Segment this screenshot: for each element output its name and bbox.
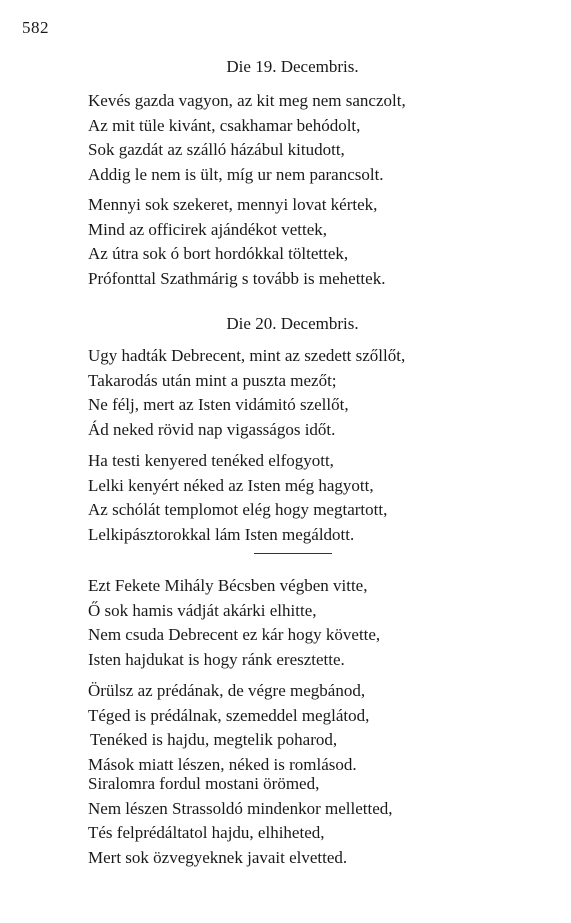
verse-line: Lelki kenyért néked az Isten még hagyott, xyxy=(88,475,374,495)
verse-line: Ne félj, mert az Isten vidámitó szellőt, xyxy=(88,395,349,415)
verse-line: Ő sok hamis vádját akárki elhitte, xyxy=(88,600,317,620)
section-heading: Die 19. Decembris. xyxy=(226,57,359,76)
verse-line: Isten hajdukat is hogy ránk eresztette. xyxy=(88,649,345,669)
stanza xyxy=(88,449,387,547)
verse-line: Mert sok özvegyeknek javait elvetted. xyxy=(88,847,348,867)
verse-line: Ád neked rövid nap vigasságos időt. xyxy=(88,419,336,439)
verse-line: Takarodás után mint a puszta mezőt; xyxy=(88,370,337,390)
verse-line: Ha testi kenyered tenéked elfogyott, xyxy=(88,451,334,470)
section-heading: Die 20. Decembris. xyxy=(226,314,359,333)
stanza xyxy=(88,89,406,187)
stanza xyxy=(88,193,385,291)
verse-line: Addig le nem is ült, míg ur nem parancsolt. xyxy=(88,164,384,184)
verse-line: Az útra sok ó bort hordókkal töltettek, xyxy=(88,244,349,264)
stanza xyxy=(88,679,369,777)
verse-line: Siralomra fordul mostani örömed, xyxy=(88,774,320,793)
stanza xyxy=(88,772,393,870)
verse-line: Tés felprédáltatol hajdu, elhiheted, xyxy=(88,823,325,843)
verse-line: Ezt Fekete Mihály Bécsben végben vitte, xyxy=(88,576,368,595)
verse-line: Mások miatt lészen, néked is romlásod. xyxy=(88,754,357,774)
verse-line: Tenéked is hajdu, megtelik poharod, xyxy=(90,730,338,750)
verse-line: Nem lészen Strassoldó mindenkor melletted, xyxy=(88,798,393,818)
verse-line: Téged is prédálnak, szemeddel meglátod, xyxy=(88,705,370,725)
stanza xyxy=(88,574,380,672)
verse-line: Az mit tüle kivánt, csakhamar behódolt, xyxy=(88,115,361,135)
stanza xyxy=(88,344,405,442)
verse-line: Nem csuda Debrecent ez kár hogy követte, xyxy=(88,625,381,645)
verse-line: Kevés gazda vagyon, az kit meg nem sanczolt, xyxy=(88,91,406,110)
verse-line: Lelkipásztorokkal lám Isten megáldott. xyxy=(88,524,355,544)
verse-line: Örülsz az prédának, de végre megbánod, xyxy=(88,681,366,700)
verse-line: Az schólát templomot elég hogy megtartott, xyxy=(88,500,388,520)
verse-line: Sok gazdát az szálló házábul kitudott, xyxy=(88,140,345,160)
verse-line: Mennyi sok szekeret, mennyi lovat kértek, xyxy=(88,195,378,214)
verse-line: Prófonttal Szathmárig s tovább is mehettek. xyxy=(88,268,386,288)
verse-line: Mind az officirek ajándékot vettek, xyxy=(88,219,328,239)
section-divider xyxy=(254,553,332,554)
verse-line: Ugy hadták Debrecent, mint az szedett szőllőt, xyxy=(88,346,406,365)
page-number: 582 xyxy=(22,18,49,37)
